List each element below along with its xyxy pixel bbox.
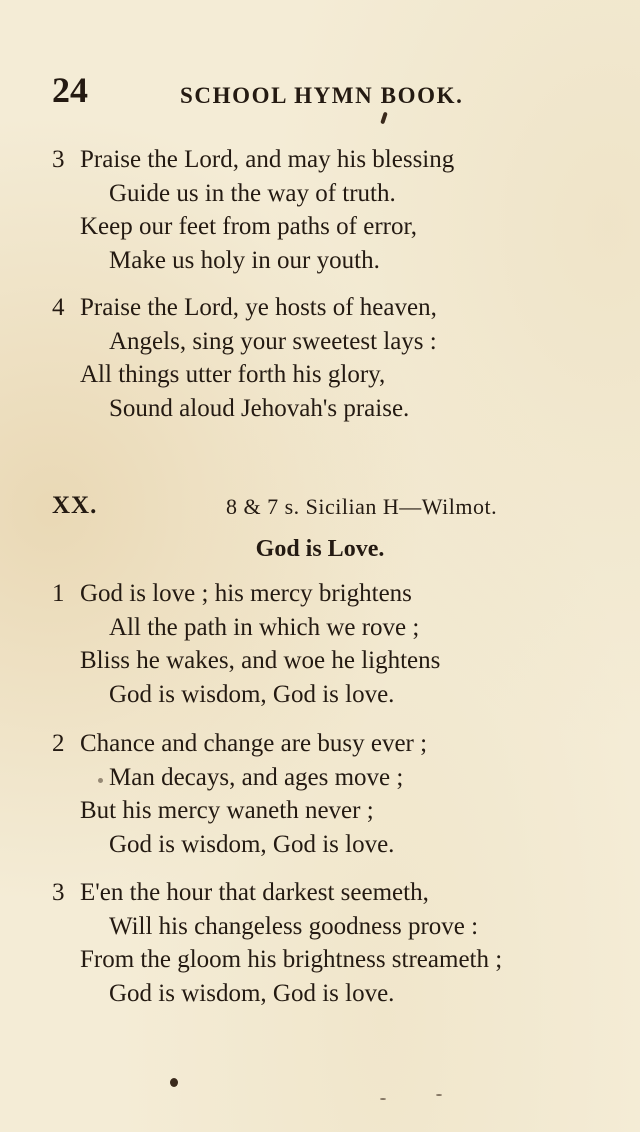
stanza-line: Man decays, and ages move ; (109, 763, 404, 791)
hymn-number: XX. (52, 492, 98, 519)
ink-speck (98, 778, 103, 783)
stanza-number: 2 (52, 730, 65, 757)
previous-hymn-stanza-3 (52, 143, 612, 277)
stanza-number: 4 (52, 294, 65, 321)
stanza-line: God is wisdom, God is love. (109, 979, 395, 1007)
ink-speck (380, 1098, 386, 1100)
page-header (52, 70, 592, 114)
hymn-stanza-2 (52, 727, 612, 861)
stanza-line-text: E'en the hour that darkest seemeth, (80, 879, 429, 906)
previous-hymn-stanza-4 (52, 291, 612, 425)
stanza-line-text: Praise the Lord, and may his blessing (80, 146, 455, 173)
stanza-line (52, 727, 612, 761)
stanza-line: Sound aloud Jehovah's praise. (109, 394, 410, 422)
stanza-number: 3 (52, 879, 65, 906)
stanza-line (52, 876, 612, 910)
stanza-number: 1 (52, 580, 65, 607)
ink-speck (436, 1094, 442, 1096)
stanza-line-text: God is love ; his mercy brightens (80, 580, 412, 607)
stanza-line (52, 143, 612, 177)
stanza-line: All the path in which we rove ; (109, 613, 420, 641)
stanza-line: All things utter forth his glory, (80, 361, 386, 388)
stanza-line: Keep our feet from paths of error, (80, 213, 418, 240)
stanza-line: From the gloom his brightness streameth ; (80, 946, 503, 973)
stanza-line: Bliss he wakes, and woe he lightens (80, 647, 441, 674)
stanza-line (52, 291, 612, 325)
hymn-meter-tune: 8 & 7 s. Sicilian H—Wilmot. (226, 494, 498, 519)
stanza-number: 3 (52, 146, 65, 173)
hymn-title: God is Love. (255, 536, 385, 562)
stanza-line (52, 577, 612, 611)
stanza-line: God is wisdom, God is love. (109, 830, 395, 858)
stanza-line: Angels, sing your sweetest lays : (109, 327, 437, 355)
stanza-line-text: Chance and change are busy ever ; (80, 730, 428, 757)
hymn-stanza-3 (52, 876, 612, 1010)
ink-speck (170, 1078, 178, 1087)
running-head: SCHOOL HYMN BOOK. (180, 83, 464, 108)
stanza-line: Guide us in the way of truth. (109, 179, 396, 207)
stanza-line: Make us holy in our youth. (109, 246, 380, 274)
hymn-stanza-1 (52, 577, 612, 711)
hymn-heading (52, 492, 622, 526)
stanza-line: But his mercy waneth never ; (80, 797, 374, 824)
stanza-line: God is wisdom, God is love. (109, 680, 395, 708)
page-number: 24 (52, 70, 88, 110)
stanza-line-text: Praise the Lord, ye hosts of heaven, (80, 294, 437, 321)
stanza-line: Will his changeless goodness prove : (109, 912, 479, 940)
